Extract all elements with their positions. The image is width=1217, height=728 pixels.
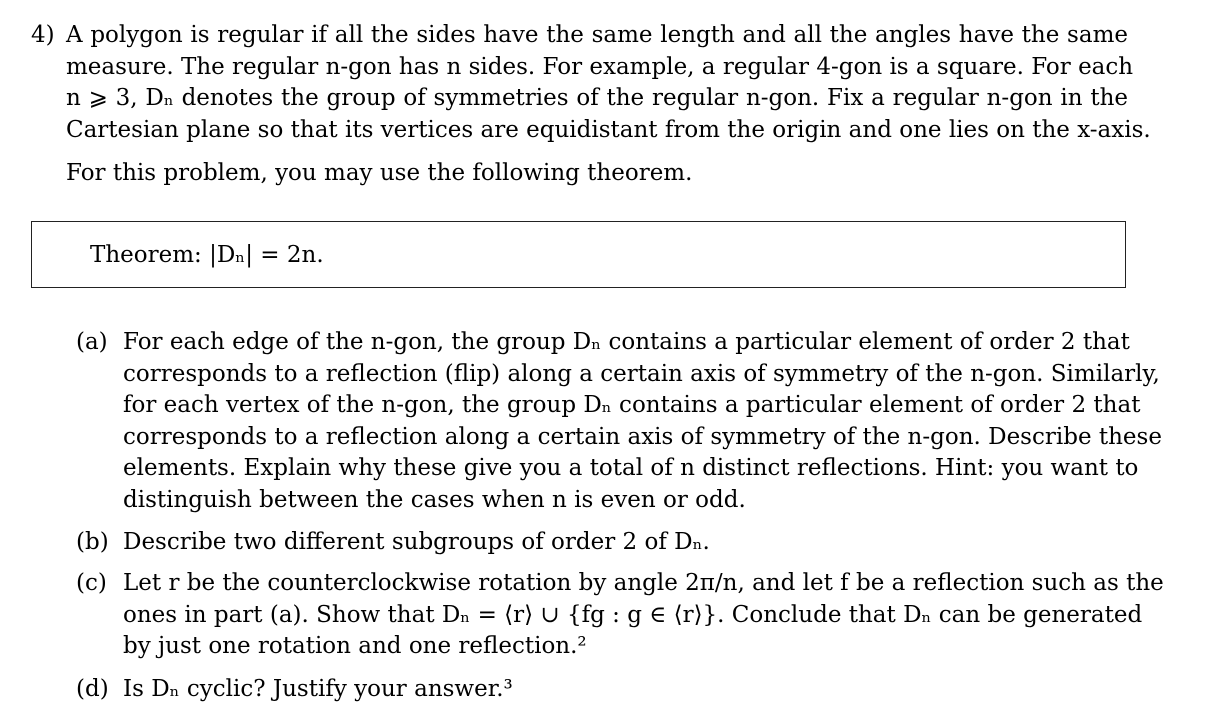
part-body (123, 327, 1162, 516)
part-line: elements. Explain why these give you a total of n distinct reflections. Hint: you want to (123, 455, 1139, 481)
theorem-box (31, 221, 1126, 288)
part-line: corresponds to a reflection along a certain axis of symmetry of the n-gon. Describe these (123, 423, 1162, 450)
part-label: (b) (76, 529, 109, 555)
part-body (123, 527, 1128, 559)
part-body (123, 568, 1164, 663)
intro-line: A polygon is regular if all the sides have the same length and all the angles have the same (66, 22, 1128, 48)
part-line: Let r be the counterclockwise rotation by angle 2π/n, and let f be a reflection such as the (123, 570, 1164, 596)
problem-intro (66, 20, 1151, 146)
use-theorem-text (66, 158, 1128, 190)
use-theorem-line: For this problem, you may use the following theorem. (66, 160, 693, 186)
part-line: ones in part (a). Show that Dₙ = ⟨r⟩ ∪ {fg : g ∈ ⟨r⟩}. Conclude that Dₙ can be generated (123, 601, 1143, 628)
problem-number: 4) (31, 22, 55, 48)
part-line: by just one rotation and one reflection.² (123, 633, 587, 659)
part-line: Is Dₙ cyclic? Justify your answer.³ (123, 676, 513, 702)
part-label: (d) (76, 676, 109, 702)
theorem-statement: Theorem: |Dₙ| = 2n. (90, 242, 324, 268)
part-line: Describe two different subgroups of order 2 of Dₙ. (123, 529, 710, 555)
part-line: For each edge of the n-gon, the group Dₙ contains a particular element of order 2 that (123, 329, 1130, 355)
part-label: (c) (76, 570, 107, 596)
part-line: corresponds to a reflection (flip) along a certain axis of symmetry of the n-gon. Similarly, (123, 360, 1160, 387)
intro-line: Cartesian plane so that its vertices are equidistant from the origin and one lies on the x-axis. (66, 116, 1151, 143)
part-line: for each vertex of the n-gon, the group Dₙ contains a particular element of order 2 that (123, 392, 1141, 418)
intro-line: measure. The regular n-gon has n sides. For example, a regular 4-gon is a square. For each (66, 53, 1134, 80)
part-body (123, 674, 1128, 706)
part-label: (a) (76, 329, 108, 355)
part-line: distinguish between the cases when n is even or odd. (123, 486, 746, 513)
intro-line: n ⩾ 3, Dₙ denotes the group of symmetries of the regular n-gon. Fix a regular n-gon in the (66, 85, 1128, 111)
